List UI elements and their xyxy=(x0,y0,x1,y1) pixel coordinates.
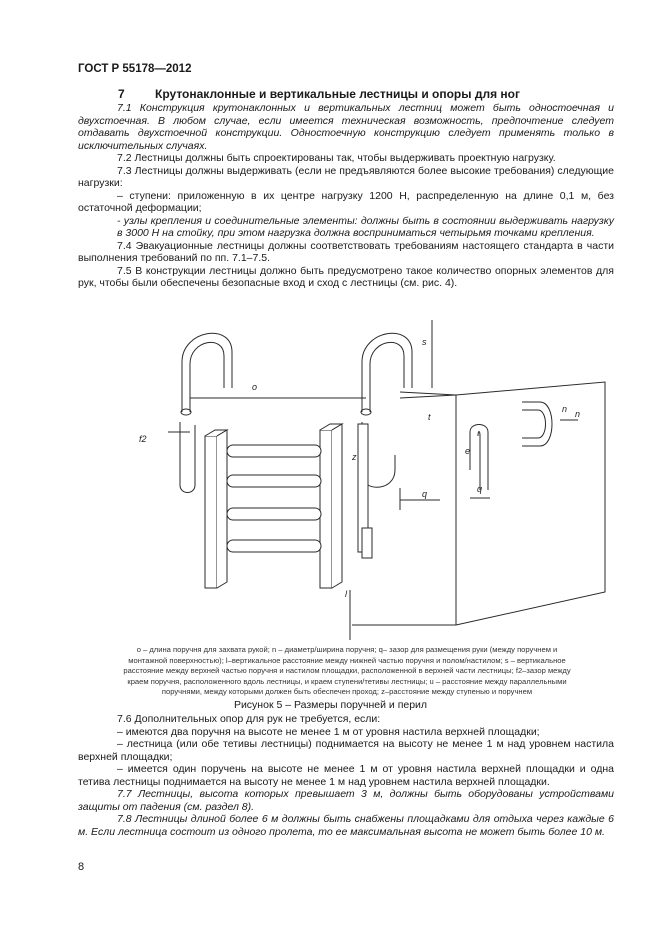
label-q: q xyxy=(422,489,428,499)
figure-caption xyxy=(82,645,612,698)
body-text-bottom xyxy=(78,713,614,838)
ladder-rungs xyxy=(227,445,321,552)
list-item-fastening: - узлы крепления и соединительные элементы: должны быть в состоянии выдерживать нагрузку в 3000 Н на стойку, при этом нагрузка должна восприниматься четырьмя точками крепления. xyxy=(117,214,614,239)
wall-block xyxy=(352,382,605,625)
caption-line: поручнями, между которыми должен быть обеспечен проход; z–расстояние между ступенью и поручнем xyxy=(161,687,533,697)
ladder-stile-right xyxy=(320,430,332,588)
label-t: t xyxy=(428,412,431,422)
list-item-steps: – ступени: приложенную в их центре нагрузку 1200 Н, распределенную на длине 0,1 м, без остаточной деформации; xyxy=(78,189,614,214)
paragraph-7-7: 7.7 Лестницы, высота которых превышает 3 м, должны быть оборудованы устройствами защиты от падения (см. раздел 8). xyxy=(78,788,614,813)
caption-line: o – длина поручня для захвата рукой; n – диаметр/ширина поручня; q– зазор для размещения руки (между поручнем и xyxy=(136,645,558,654)
label-e: e xyxy=(465,446,471,456)
paragraph-7-2: 7.2 Лестницы должны быть спроектированы так, чтобы выдерживать проектную нагрузку. xyxy=(117,152,556,164)
label-s: s xyxy=(422,337,427,347)
label-z: z xyxy=(352,452,357,462)
paragraph-7-4: 7.4 Эвакуационные лестницы должны соответствовать требованиям настоящего стандарта в части выполнения требований по пп. 7.1–7.5. xyxy=(78,239,614,264)
paragraph-7-5: 7.5 В конструкции лестницы должно быть предусмотрено такое количество опорных элементов для рук, чтобы были обеспечены безопасные вход и сход с лестницы (см. рис. 4). xyxy=(78,264,614,289)
page-number: 8 xyxy=(78,861,85,873)
label-o: o xyxy=(252,382,258,392)
caption-line: краем поручня, расположенного вдоль лестницы, и краем ступени/тетивы лестницы; u – расстояние между параллельными xyxy=(127,676,567,686)
section-title: Крутонаклонные и вертикальные лестницы и опоры для ног xyxy=(155,87,520,101)
section-heading xyxy=(118,87,520,101)
document-header: ГОСТ Р 55178—2012 xyxy=(78,63,192,75)
label-n: n xyxy=(575,409,581,419)
label-n-detail: n xyxy=(562,404,568,414)
caption-line: расстояние между верхней частью поручня и настилом площадки, расположенной в верхней части лестницы; f2–зазор между xyxy=(123,666,571,676)
paragraph-7-3: 7.3 Лестницы должны выдерживать (если не предъявляются более высокие требования) следующие нагрузки: xyxy=(78,164,614,189)
ladder-stile-left xyxy=(205,436,217,588)
caption-line: монтажной поверхностью); l–вертикальное расстояние между нижней частью поручня и полом/настилом; s – вертикальное xyxy=(128,655,566,665)
paragraph-7-1: 7.1 Конструкция крутонаклонных и вертикальных лестниц может быть одностоечная и двухстоечная. В любом случае, если имеется техническая возможность, предпочтение следует отдавать двухстоечной конструкции. Одностоечную конструкцию следует применять только в исключительных случаях. xyxy=(78,102,614,152)
label-l: l xyxy=(345,589,347,599)
detail-profile-right xyxy=(522,402,552,446)
list-item-two-handrails: – имеются два поручня на высоте не менее 1 м от уровня настила верхней площадки; xyxy=(117,725,540,738)
list-item-stiles: – лестница (или обе тетивы лестницы) поднимается на высоту не менее 1 м над уровнем настила верхней площадки; xyxy=(78,738,614,763)
list-item-one-handrail: – имеется один поручень на высоте не менее 1 м от уровня настила верхней площадки и одна тетива лестницы поднимается на высоту не менее 1 м над уровнем настила верхней площадки. xyxy=(78,763,614,788)
section-number: 7 xyxy=(118,87,125,101)
figure-title: Рисунок 5 – Размеры поручней и перил xyxy=(233,699,428,711)
paragraph-7-6: 7.6 Дополнительных опор для рук не требуется, если: xyxy=(117,713,381,725)
ladder-handrail-figure xyxy=(0,300,661,645)
detail-profile-left xyxy=(470,425,488,491)
label-f2: f2 xyxy=(139,434,147,444)
paragraph-7-8: 7.8 Лестницы длиной более 6 м должны быть снабжены площадками для отдыха через каждые 6 м. Если лестница состоит из одного пролета, то ее максимальная высота не может быть более 10 м. xyxy=(78,813,614,838)
body-text-top xyxy=(78,102,614,290)
label-q-detail: q xyxy=(477,484,483,494)
